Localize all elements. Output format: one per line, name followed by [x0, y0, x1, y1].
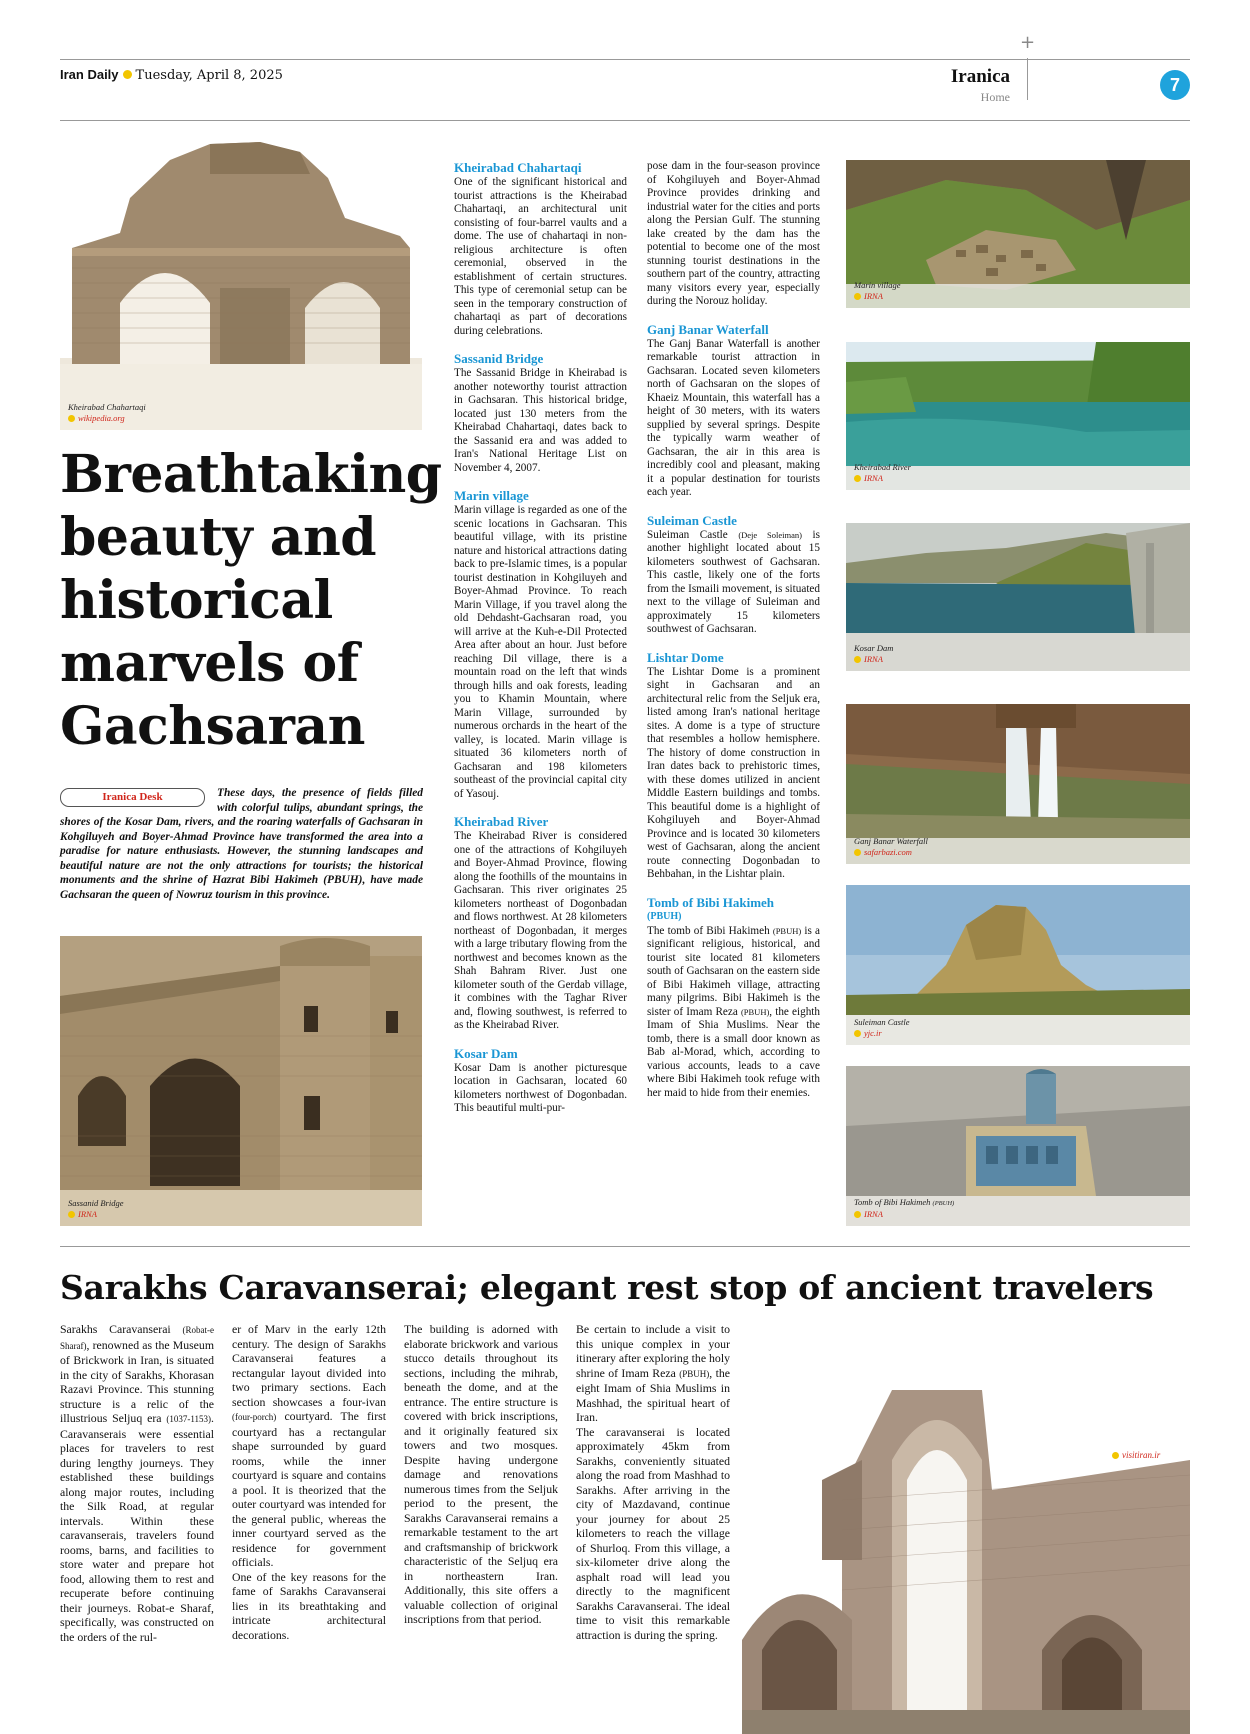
photo-source: safarbazi.com — [864, 847, 912, 857]
photo-kheirabad-chahartaqi — [60, 138, 422, 430]
photo-caption — [68, 1198, 124, 1220]
article2-column-4: Be certain to include a visit to this unique complex in your itinerary after exploring the holy shrine of Imam Reza (PBUH), the eight Imam of Shia Muslims in Mashhad, the spiritual heart of Iran. The caravanserai is located approximately 45km from Sarakhs, conveniently situated along the road from Mashhad to Sarakhs. After arriving in the city of Mazdavand, continue your journey for about 25 kilometers to reach the village of Shurloq. From this village, a six-kilometer drive along the asphalt road will lead you directly to the magnificent Sarakhs Caravanserai. The ideal time to visit this remarkable attraction is during the spring. — [576, 1322, 730, 1642]
para-ganj: The Ganj Banar Waterfall is another remarkable tourist attraction in Gachsaran. Located seven kilometers north of Gachsaran on the slopes of Khaeiz Mountain, this waterfall has a height of 30 meters, with its waters supplied by several springs. Despite the typically warm weather of Gachsaran, the air in this area is incredibly cool and pleasant, making it a popular destination for tourists each year. — [647, 337, 820, 498]
subhead-castle: Suleiman Castle — [647, 512, 737, 528]
source-dot-icon — [854, 475, 861, 482]
photo-kheirabad-river — [846, 342, 1190, 490]
para-tomb: The tomb of Bibi Hakimeh (PBUH) is a significant religious, historical, and tourist site located 81 kilometers south of Gachsaran on the eastern side of Bibi Hakimeh village, attracting many pilgrims. Bibi Hakimeh is the sister of Imam Reza (PBUH), the eighth Imam of Shia Muslims. Near the tomb, there is a small door known as Bab al-Morad, which, according to various accounts, leads to a cave where Bibi Hakimeh took refuge with her maid to hide from their enemies. — [647, 924, 821, 1099]
header-divider — [1027, 58, 1028, 100]
photo-suleiman-castle — [846, 885, 1190, 1045]
paper-name: Iran Daily — [60, 67, 119, 82]
caption-title: Suleiman Castle — [854, 1017, 910, 1027]
section-title: Iranica — [950, 66, 1010, 87]
photo-caption — [68, 402, 146, 424]
caption-title: Sassanid Bridge — [68, 1198, 124, 1208]
photo-caption — [854, 643, 893, 665]
subhead-tomb: Tomb of Bibi Hakimeh (PBUH) — [647, 894, 775, 922]
photo-source: IRNA — [864, 1209, 883, 1219]
photo-caption — [854, 836, 928, 858]
section-subtitle: Home — [980, 90, 1010, 104]
page-number: 7 — [1160, 70, 1190, 100]
issue-date: Tuesday, April 8, 2025 — [135, 68, 283, 83]
byline-desk: Iranica Desk — [60, 788, 205, 807]
subhead-dam: Kosar Dam — [454, 1045, 518, 1061]
caption-title: Kheirabad Chahartaqi — [68, 402, 146, 412]
subhead-river: Kheirabad River — [454, 814, 549, 829]
article2-column-2: er of Marv in the early 12th century. The design of Sarakhs Caravanserai features a rectangular layout divided into two primary sections. Each section showcases a four-ivan (four-porch) courtyard. The first courtyard has a rectangular shape surrounded by guard rooms, while the inner courtyard is square and contains a pool. It is theorized that the outer courtyard was intended for the general public, whereas the inner courtyard served as the residence for government officials. One of the key reasons for the fame of Sarakhs Caravanserai lies in its breathtaking and intricate architectural decorations. — [232, 1322, 386, 1642]
caption-title: Tomb of Bibi Hakimeh (PBUH) — [854, 1197, 955, 1207]
photo-tomb-bibi-hakimeh — [846, 1066, 1190, 1226]
para-dam: Kosar Dam is another picturesque location in Gachsaran, located 60 kilometers northwest of Dogonbadan. This beautiful multi-pur- — [454, 1061, 627, 1114]
source-dot-icon — [854, 293, 861, 300]
caption-title: Kosar Dam — [854, 643, 894, 653]
para-dome: The Lishtar Dome is a prominent sight in Gachsaran and an architectural relic from the Seljuk era, listed among Iran's national heritage sites. A dome is a type of structure that resembles a hollow hemisphere. The history of dome construction in Iran dates back to prehistoric times, with these domes utilized in ancient Middle Eastern buildings and tombs. This beautiful dome is a highlight of Kohgiluyeh and Boyer-Ahmad Province and is located 30 kilometers west of Gachsaran, along the ancient route connecting Dogonbadan to Behbahan, in the Lishtar plain. — [647, 665, 820, 880]
photo-source: visitiran.ir — [1112, 1450, 1160, 1460]
masthead — [60, 67, 283, 83]
source-dot-icon — [68, 1211, 75, 1218]
photo-caption — [854, 1017, 909, 1039]
caption-title: Ganj Banar Waterfall — [854, 836, 928, 846]
separator-dot-icon — [123, 70, 132, 79]
photo-source: yjc.ir — [864, 1028, 882, 1038]
lead-text: These days, the presence of fields filled with colorful tulips, abundant springs, the shores of the Kosar Dam, rivers, and the roaring waterfalls of Gachsaran in Kohgiluyeh and Boyer-Ahmad Province have transformed the area into a paradise for nature enthusiasts. However, the stunning landscapes and beautiful nature are not the only attractions for tourists; the historical monuments and the shrine of Hazrat Bibi Hakimeh (PBUH), have made Gachsaran the queen of Nowruz tourism in this province. — [60, 787, 423, 901]
photo-caption — [854, 280, 901, 302]
subhead-marin: Marin village — [454, 488, 529, 503]
subhead-bridge: Sassanid Bridge — [454, 351, 544, 366]
subhead-ganj: Ganj Banar Waterfall — [647, 321, 769, 337]
photo-source: IRNA — [864, 654, 883, 664]
photo-source: IRNA — [864, 473, 883, 483]
source-dot-icon — [854, 1030, 861, 1037]
photo-source: IRNA — [78, 1209, 97, 1219]
para-river: The Kheirabad River is considered one of the attractions of Kohgiluyeh and Boyer-Ahmad Province, flowing along the foothills of the mountains in Gachsaran. This river originates 25 kilometers northeast of Dogonbadan and flows northwest. At 28 kilometers northeast of Dogonbadan, it merges with a large tributary flowing from the northwest and becomes known as the Shah Bahram River. Just one kilometer south of the Gerdab village, it combines with the Taghar River and, flowing southwest, is referred to as the Kheirabad River. — [454, 830, 627, 1031]
photo-caption — [854, 462, 911, 484]
caption-title: Marin village — [854, 280, 901, 290]
source-dot-icon — [854, 656, 861, 663]
article-headline: Breathtaking beauty and historical marvels of Gachsaran — [60, 444, 442, 757]
photo-ganj-banar-waterfall — [846, 704, 1190, 864]
photo-source: wikipedia.org — [78, 413, 125, 423]
section-divider — [60, 1246, 1190, 1247]
para-marin: Marin village is regarded as one of the scenic locations in Gachsaran. This beautiful village, with its pristine nature and historical attractions dating back to pre-Islamic times, is a popular tourist destination in Kohgiluyeh and Boyer-Ahmad Province. To reach Marin Village, if you travel along the old Dehdasht-Gachsaran road, you will arrive at the Kuh-e-Dil Protected Area after about an hour. Just before reaching Dil village, there is a mountain road on the left that winds through hills and oak forests, leading you to Khamin Mountain, where Marin Village, surrounded by numerous orchards in the heart of the valley, is located. Marin village is situated 36 kilometers north of Gachsaran and 198 kilometers southeast of the provincial capital city of Yasouj. — [454, 504, 627, 800]
article2-column-3: The building is adorned with elaborate brickwork and various stucco details throughout its sections, including the mihrab, beneath the dome, and at the entrance. The entire structure is covered with brick inscriptions, and it originally featured six towers and two mosques. Despite having undergone damage and renovations numerous times from the Seljuk period to the present, the Sarakhs Caravanserai remains a remarkable testament to the art and craftsmanship of brickwork characteristic of the Seljuq era in northeastern Iran. Additionally, this site offers a valuable collection of original inscriptions from that period. — [404, 1322, 558, 1626]
para-dam-cont: pose dam in the four-season province of Kohgiluyeh and Boyer-Ahmad Province provides drinking and industrial water for the cities and ports along the Persian Gulf. The stunning lake created by the dam has the potential to become one of the most stunning tourist destinations in the southern part of the country, attracting many visitors every year, especially during the Norouz holiday. — [647, 160, 820, 307]
article2-column-1: Sarakhs Caravanserai (Robat-e Sharaf), renowned as the Museum of Brickwork in Iran, is situated in the city of Sarakhs, Khorasan Razavi Province. This stunning structure is a relic of the illustrious Seljuq era (1037-1153). Caravanserais were essential places for travelers to rest during lengthy journeys. They established these buildings along major routes, including the Silk Road, at regular intervals. Within these caravanserais, travelers found rooms, barns, and facilities to store water and prepare hot food, allowing them to rest and recuperate before continuing their journeys. Robat-e Sharaf, specifically, was constructed on the orders of the rul- — [60, 1322, 215, 1644]
photo-caption — [854, 1197, 954, 1220]
article-lead — [60, 786, 423, 902]
photo-source: IRNA — [864, 291, 883, 301]
para-chahartaqi: One of the significant historical and tourist attractions is the Kheirabad Chahartaqi, an architectural unit consisting of four-barrel vaults and a dome. The use of chahartaqi in non-religious architecture is often ceremonial, observed in the establishment of certain structures. This type of ceremonial setup can be seen in the temporary construction of chahartaqi as part of decorations during celebrations. — [454, 176, 627, 337]
para-bridge: The Sassanid Bridge in Kheirabad is another noteworthy tourist attraction in Gachsaran. This historical bridge, located just 130 meters from the Kheirabad Chahartaqi, dates back to the Sassanid era and was added to Iran's National Heritage List on November 4, 2007. — [454, 367, 627, 474]
source-dot-icon — [854, 849, 861, 856]
photo-sarakhs-caravanserai — [742, 1350, 1190, 1734]
article-column-2 — [647, 160, 820, 1113]
source-dot-icon — [68, 415, 75, 422]
crop-mark: + — [1020, 32, 1036, 53]
subhead-chahartaqi: Kheirabad Chahartaqi — [454, 160, 582, 175]
subhead-dome: Lishtar Dome — [647, 649, 724, 665]
photo-marin-village — [846, 160, 1190, 308]
article-column-1 — [454, 160, 627, 1129]
source-dot-icon — [1112, 1452, 1119, 1459]
source-dot-icon — [854, 1211, 861, 1218]
header-top-rule — [60, 59, 1190, 60]
article2-headline: Sarakhs Caravanserai; elegant rest stop of ancient travelers — [60, 1268, 1154, 1307]
header-bottom-rule — [60, 120, 1190, 121]
photo-sassanid-bridge — [60, 936, 422, 1226]
para-castle: Suleiman Castle (Deje Soleiman) is another highlight located about 15 kilometers southwest of Gachsaran. This castle, likely one of the forts from the Ismaili movement, is situated next to the village of Suleiman and approximately 15 kilometers southwest of Gachsaran. — [647, 528, 821, 635]
section-label — [951, 66, 1010, 105]
photo-kosar-dam — [846, 523, 1190, 671]
caption-title: Kheirabad River — [854, 462, 911, 472]
